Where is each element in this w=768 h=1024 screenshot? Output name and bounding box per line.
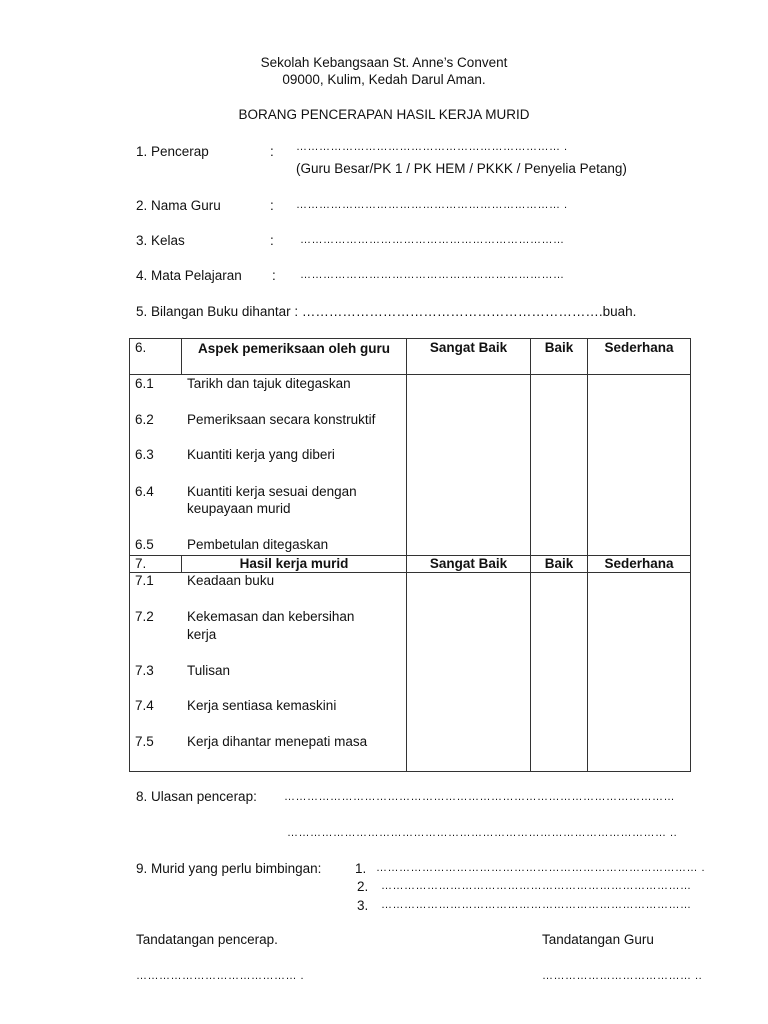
assessment-table	[129, 338, 691, 772]
murid-line-3-field[interactable]: ………………………………………………………………………	[381, 899, 692, 911]
list-item: 7.3 Tulisan	[135, 663, 231, 678]
mata-pelajaran-field[interactable]: ……………………………………………………………	[300, 269, 565, 281]
list-item: 6.4 Kuantiti kerja sesuai dengan	[135, 484, 357, 499]
form-title: BORANG PENCERAPAN HASIL KERJA MURID	[238, 107, 530, 122]
list-item: 6.2 Pemeriksaan secara konstruktif	[135, 412, 376, 427]
signature-guru-label: Tandatangan Guru	[542, 932, 654, 947]
murid-line-2-field[interactable]: ………………………………………………………………………	[381, 880, 692, 892]
signature-pencerap-label: Tandatangan pencerap.	[136, 932, 278, 947]
kelas-field[interactable]: ……………………………………………………………	[300, 234, 565, 246]
section7-sederhana-cell[interactable]	[588, 573, 691, 772]
section6-col-sederhana: Sederhana	[588, 339, 691, 375]
section6-header-row	[130, 339, 691, 375]
murid-line-1-num: 1.	[355, 861, 367, 876]
section7-items	[130, 573, 407, 772]
ulasan-label: 8. Ulasan pencerap:	[136, 789, 257, 804]
section6-title: Aspek pemeriksaan oleh guru	[182, 339, 407, 375]
list-item: 6.5 Pembetulan ditegaskan	[135, 537, 329, 552]
ulasan-field-line1[interactable]: …………………………………………………………………………………………	[284, 791, 675, 803]
pencerap-label: 1. Pencerap	[136, 144, 209, 159]
section6-sangat-baik-cell[interactable]	[407, 375, 531, 556]
section6-sederhana-cell[interactable]	[588, 375, 691, 556]
nama-guru-field[interactable]: …………………………………………………………… .	[296, 199, 568, 211]
mata-pelajaran-label: 4. Mata Pelajaran	[136, 268, 242, 283]
list-item: 7.5 Kerja dihantar menepati masa	[135, 734, 368, 749]
school-address: 09000, Kulim, Kedah Darul Aman.	[282, 72, 486, 87]
section7-col-sangat-baik: Sangat Baik	[407, 556, 531, 573]
murid-line-2-num: 2.	[357, 879, 369, 894]
nama-guru-label: 2. Nama Guru	[136, 198, 221, 213]
pencerap-colon: :	[270, 144, 274, 159]
section7-col-sederhana: Sederhana	[588, 556, 691, 573]
section6-body-row	[130, 375, 691, 556]
mata-pelajaran-colon: :	[272, 268, 276, 283]
section7-body-row	[130, 573, 691, 772]
section7-number: 7.	[130, 556, 182, 573]
section6-number: 6.	[130, 339, 182, 375]
murid-line-1-field[interactable]: ………………………………………………………………………… .	[376, 862, 706, 874]
bilangan-buku-field[interactable]: 5. Bilangan Buku dihantar : ………………………………………………………….buah.	[136, 304, 637, 319]
pencerap-options: (Guru Besar/PK 1 / PK HEM / PKKK / Penyelia Petang)	[296, 161, 627, 176]
murid-label: 9. Murid yang perlu bimbingan:	[136, 861, 322, 876]
section7-col-baik: Baik	[531, 556, 588, 573]
signature-pencerap-field[interactable]: …………………………………… .	[136, 970, 305, 982]
section7-title: Hasil kerja murid	[182, 556, 407, 573]
section6-col-baik: Baik	[531, 339, 588, 375]
section6-baik-cell[interactable]	[531, 375, 588, 556]
signature-guru-field[interactable]: ………………………………… ..	[542, 970, 703, 982]
section6-items	[130, 375, 407, 556]
section7-baik-cell[interactable]	[531, 573, 588, 772]
kelas-colon: :	[270, 233, 274, 248]
murid-line-3-num: 3.	[357, 898, 369, 913]
ulasan-field-line2[interactable]: ……………………………………………………………………………………… ..	[287, 827, 678, 839]
pencerap-field[interactable]: …………………………………………………………… .	[296, 141, 568, 153]
school-name: Sekolah Kebangsaan St. Anne’s Convent	[260, 55, 508, 70]
section7-sangat-baik-cell[interactable]	[407, 573, 531, 772]
list-item: 6.1 Tarikh dan tajuk ditegaskan	[135, 376, 351, 391]
list-item-continued: kerja	[187, 627, 217, 642]
section6-col-sangat-baik: Sangat Baik	[407, 339, 531, 375]
list-item-continued: keupayaan murid	[187, 501, 291, 516]
list-item: 6.3 Kuantiti kerja yang diberi	[135, 447, 335, 462]
list-item: 7.2 Kekemasan dan kebersihan	[135, 609, 355, 624]
nama-guru-colon: :	[270, 198, 274, 213]
list-item: 7.1 Keadaan buku	[135, 573, 275, 588]
section7-header-row	[130, 556, 691, 573]
list-item: 7.4 Kerja sentiasa kemaskini	[135, 698, 337, 713]
kelas-label: 3. Kelas	[136, 233, 185, 248]
